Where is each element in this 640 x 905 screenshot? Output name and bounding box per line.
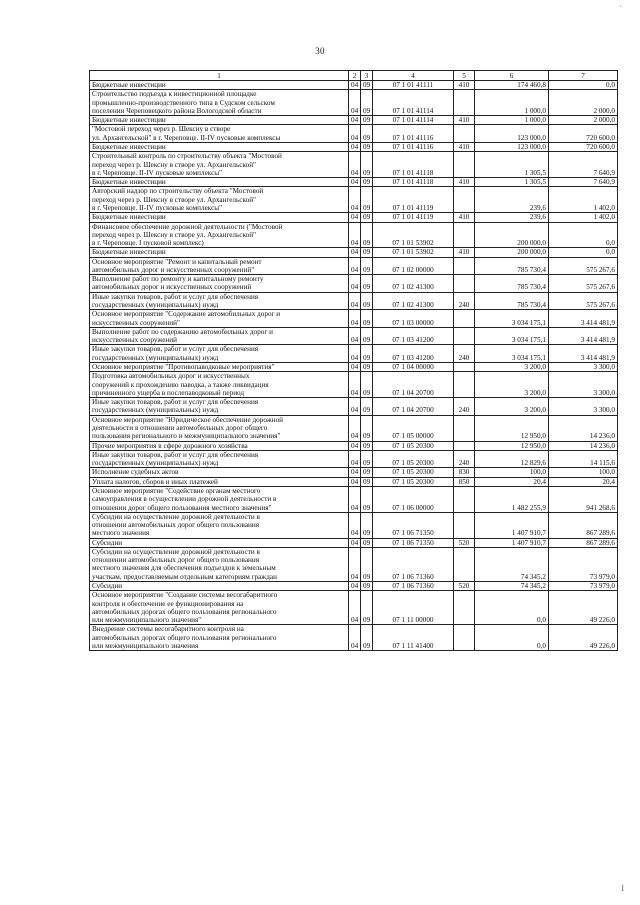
row-subsection: 09 xyxy=(361,372,373,398)
row-amount-year-2: 1 402,0 xyxy=(549,187,618,213)
table-row xyxy=(90,327,618,345)
row-section: 04 xyxy=(349,81,361,90)
row-amount-year-2: 3 414 481,9 xyxy=(549,345,618,363)
row-section: 04 xyxy=(349,213,361,222)
row-target-code: 07 1 04 00000 xyxy=(373,363,454,372)
row-expense-type xyxy=(454,275,475,293)
row-amount-year-2: 2 000,0 xyxy=(549,116,618,125)
row-amount-year-1: 20,4 xyxy=(475,477,549,486)
row-amount-year-2: 7 640,9 xyxy=(549,152,618,178)
row-expense-type xyxy=(454,327,475,345)
row-target-code: 07 1 06 71360 xyxy=(373,582,454,591)
row-amount-year-2: 0,0 xyxy=(549,81,618,90)
row-expense-type xyxy=(454,415,475,441)
row-subsection: 09 xyxy=(361,152,373,178)
table-row xyxy=(90,547,618,581)
row-name: Основное мероприятие "Содержание автомобильных дорог и искусственных сооружений" xyxy=(90,310,349,328)
row-expense-type xyxy=(454,187,475,213)
row-section: 04 xyxy=(349,187,361,213)
row-target-code: 07 1 06 00000 xyxy=(373,486,454,512)
row-amount-year-2: 73 979,0 xyxy=(549,582,618,591)
row-subsection: 09 xyxy=(361,345,373,363)
table-row xyxy=(90,363,618,372)
row-section: 04 xyxy=(349,178,361,187)
row-name: Основное мероприятие "Противопаводковые мероприятия" xyxy=(90,363,349,372)
row-amount-year-1: 100,0 xyxy=(475,468,549,477)
row-expense-type xyxy=(454,222,475,248)
row-amount-year-2: 867 289,6 xyxy=(549,538,618,547)
row-target-code: 07 1 02 41300 xyxy=(373,292,454,310)
row-amount-year-2: 575 267,6 xyxy=(549,275,618,293)
row-target-code: 07 1 02 00000 xyxy=(373,257,454,275)
row-target-code: 07 1 02 41300 xyxy=(373,275,454,293)
row-target-code: 07 1 11 41400 xyxy=(373,625,454,651)
row-amount-year-2: 3 300,0 xyxy=(549,363,618,372)
row-expense-type: 240 xyxy=(454,345,475,363)
row-section: 04 xyxy=(349,486,361,512)
row-amount-year-2: 941 268,6 xyxy=(549,486,618,512)
row-section: 04 xyxy=(349,292,361,310)
row-section: 04 xyxy=(349,512,361,538)
header-col-3: 3 xyxy=(361,71,373,81)
header-col-6: 6 xyxy=(475,71,549,81)
row-expense-type xyxy=(454,152,475,178)
row-amount-year-2: 0,0 xyxy=(549,248,618,257)
row-name: Бюджетные инвестиции xyxy=(90,116,349,125)
row-subsection: 09 xyxy=(361,275,373,293)
row-amount-year-1: 74 345,2 xyxy=(475,547,549,581)
header-col-7: 7 xyxy=(549,71,618,81)
header-col-4: 4 xyxy=(373,71,454,81)
row-target-code: 07 1 06 71360 xyxy=(373,547,454,581)
row-subsection: 09 xyxy=(361,582,373,591)
table-header-row xyxy=(90,71,618,81)
row-expense-type: 410 xyxy=(454,81,475,90)
table-row xyxy=(90,468,618,477)
table-row xyxy=(90,441,618,450)
row-name: Иные закупки товаров, работ и услуг для обеспечения государственных (муниципальных) нужд xyxy=(90,398,349,416)
row-target-code: 07 1 01 53902 xyxy=(373,222,454,248)
row-expense-type xyxy=(454,625,475,651)
row-amount-year-1: 123 000,0 xyxy=(475,125,549,143)
row-name: Бюджетные инвестиции xyxy=(90,248,349,257)
row-amount-year-1: 0,0 xyxy=(475,625,549,651)
row-expense-type: 410 xyxy=(454,248,475,257)
row-section: 04 xyxy=(349,477,361,486)
table-row xyxy=(90,248,618,257)
row-subsection: 09 xyxy=(361,547,373,581)
table-row xyxy=(90,415,618,441)
page-number: 30 xyxy=(315,46,325,56)
row-amount-year-2: 867 289,6 xyxy=(549,512,618,538)
row-amount-year-2: 20,4 xyxy=(549,477,618,486)
row-amount-year-2: 14 236,0 xyxy=(549,415,618,441)
row-amount-year-1: 200 000,0 xyxy=(475,248,549,257)
row-name: Выполнение работ по ремонту и капитальному ремонту автомобильных дорог и искусственных сооружений xyxy=(90,275,349,293)
table-row xyxy=(90,512,618,538)
row-section: 04 xyxy=(349,90,361,116)
table-row xyxy=(90,125,618,143)
table-row xyxy=(90,310,618,328)
budget-table xyxy=(89,70,618,651)
row-amount-year-2: 2 000,0 xyxy=(549,90,618,116)
row-target-code: 07 1 05 20300 xyxy=(373,477,454,486)
row-target-code: 07 1 04 20700 xyxy=(373,372,454,398)
row-target-code: 07 1 01 41119 xyxy=(373,213,454,222)
row-target-code: 07 1 01 41118 xyxy=(373,178,454,187)
row-subsection: 09 xyxy=(361,248,373,257)
row-amount-year-1: 239,6 xyxy=(475,187,549,213)
row-subsection: 09 xyxy=(361,327,373,345)
row-subsection: 09 xyxy=(361,187,373,213)
row-amount-year-1: 239,6 xyxy=(475,213,549,222)
table-row xyxy=(90,398,618,416)
row-name: Выполнение работ по содержанию автомобильных дорог и искусственных сооружений xyxy=(90,327,349,345)
table-row xyxy=(90,81,618,90)
row-expense-type: 410 xyxy=(454,178,475,187)
row-section: 04 xyxy=(349,125,361,143)
row-target-code: 07 1 01 41118 xyxy=(373,152,454,178)
row-subsection: 09 xyxy=(361,125,373,143)
row-expense-type xyxy=(454,257,475,275)
row-subsection: 09 xyxy=(361,81,373,90)
row-target-code: 07 1 11 00000 xyxy=(373,591,454,625)
row-section: 04 xyxy=(349,116,361,125)
row-subsection: 09 xyxy=(361,486,373,512)
row-name: Основное мероприятие "Содействие органам местного самоуправления в осуществлении дорожной деятельности в отношении дорог общего пользования местного значения" xyxy=(90,486,349,512)
row-expense-type xyxy=(454,591,475,625)
row-section: 04 xyxy=(349,398,361,416)
row-name: Исполнение судебных актов xyxy=(90,468,349,477)
row-name: Субсидии на осуществление дорожной деятельности в отношении автомобильных дорог общего пользования местного значения xyxy=(90,512,349,538)
row-section: 04 xyxy=(349,538,361,547)
edge-mark: I xyxy=(621,884,624,893)
row-amount-year-1: 1 407 910,7 xyxy=(475,538,549,547)
row-expense-type xyxy=(454,547,475,581)
row-amount-year-1: 12 829,6 xyxy=(475,450,549,468)
row-name: Бюджетные инвестиции xyxy=(90,213,349,222)
row-section: 04 xyxy=(349,248,361,257)
row-subsection: 09 xyxy=(361,213,373,222)
row-amount-year-1: 12 950,0 xyxy=(475,415,549,441)
row-name: Бюджетные инвестиции xyxy=(90,142,349,151)
row-section: 04 xyxy=(349,327,361,345)
row-subsection: 09 xyxy=(361,142,373,151)
row-amount-year-1: 1 482 255,9 xyxy=(475,486,549,512)
row-target-code: 07 1 03 41200 xyxy=(373,327,454,345)
row-target-code: 07 1 01 41116 xyxy=(373,125,454,143)
row-section: 04 xyxy=(349,142,361,151)
table-row xyxy=(90,345,618,363)
row-amount-year-2: 14 115,6 xyxy=(549,450,618,468)
row-section: 04 xyxy=(349,547,361,581)
row-target-code: 07 1 01 41111 xyxy=(373,81,454,90)
table-row xyxy=(90,142,618,151)
row-expense-type: 410 xyxy=(454,213,475,222)
header-col-2: 2 xyxy=(349,71,361,81)
row-amount-year-2: 575 267,6 xyxy=(549,257,618,275)
table-row xyxy=(90,116,618,125)
table-row xyxy=(90,625,618,651)
row-expense-type: 240 xyxy=(454,292,475,310)
row-subsection: 09 xyxy=(361,591,373,625)
row-subsection: 09 xyxy=(361,468,373,477)
row-subsection: 09 xyxy=(361,398,373,416)
row-amount-year-1: 174 460,8 xyxy=(475,81,549,90)
row-name: Строительный контроль по строительству объекта "Мостовой переход через р. Шексну в створе ул. Архангельской" в г. Череповце. II-IV пусковые комплексы" xyxy=(90,152,349,178)
row-expense-type xyxy=(454,372,475,398)
row-amount-year-2: 7 640,9 xyxy=(549,178,618,187)
row-target-code: 07 1 06 71350 xyxy=(373,512,454,538)
row-subsection: 09 xyxy=(361,222,373,248)
row-amount-year-2: 3 414 481,9 xyxy=(549,327,618,345)
table-row xyxy=(90,477,618,486)
row-section: 04 xyxy=(349,222,361,248)
row-subsection: 09 xyxy=(361,441,373,450)
row-subsection: 09 xyxy=(361,90,373,116)
row-target-code: 07 1 01 41116 xyxy=(373,142,454,151)
row-target-code: 07 1 01 41114 xyxy=(373,90,454,116)
row-amount-year-1: 1 000,0 xyxy=(475,90,549,116)
row-section: 04 xyxy=(349,625,361,651)
row-name: Бюджетные инвестиции xyxy=(90,178,349,187)
row-amount-year-1: 785 730,4 xyxy=(475,257,549,275)
row-amount-year-1: 785 730,4 xyxy=(475,275,549,293)
row-section: 04 xyxy=(349,257,361,275)
header-col-5: 5 xyxy=(454,71,475,81)
row-expense-type xyxy=(454,486,475,512)
row-name: Субсидии xyxy=(90,538,349,547)
row-expense-type: 240 xyxy=(454,398,475,416)
table-row xyxy=(90,90,618,116)
row-amount-year-1: 3 034 175,1 xyxy=(475,345,549,363)
row-section: 04 xyxy=(349,372,361,398)
row-expense-type xyxy=(454,441,475,450)
row-amount-year-2: 49 226,0 xyxy=(549,591,618,625)
row-amount-year-1: 74 345,2 xyxy=(475,582,549,591)
row-subsection: 09 xyxy=(361,310,373,328)
row-expense-type: 830 xyxy=(454,468,475,477)
row-amount-year-1: 3 200,0 xyxy=(475,363,549,372)
table-row xyxy=(90,257,618,275)
row-amount-year-2: 575 267,6 xyxy=(549,292,618,310)
row-amount-year-1: 3 034 175,1 xyxy=(475,327,549,345)
row-amount-year-2: 720 600,0 xyxy=(549,142,618,151)
table-row xyxy=(90,372,618,398)
row-expense-type: 410 xyxy=(454,142,475,151)
row-amount-year-2: 3 300,0 xyxy=(549,398,618,416)
row-name: Строительство подъезда к инвестиционной площадке промышленно-производственного типа в Судском сельском поселении Череповецкого района Вологодской области xyxy=(90,90,349,116)
table-row xyxy=(90,213,618,222)
row-amount-year-1: 0,0 xyxy=(475,591,549,625)
row-amount-year-2: 720 600,0 xyxy=(549,125,618,143)
row-name: Подготовка автомобильных дорог и искусственных сооружений к прохождению паводка, а также ликвидация причиненного ущерба в послепаводковый период xyxy=(90,372,349,398)
row-name: Прочие мероприятия в сфере дорожного хозяйства xyxy=(90,441,349,450)
row-subsection: 09 xyxy=(361,292,373,310)
row-name: "Мостовой переход через р. Шексну в створе ул. Архангельской" в г. Череповце. II-IV пусковые комплексы xyxy=(90,125,349,143)
table-row xyxy=(90,222,618,248)
row-expense-type: 240 xyxy=(454,450,475,468)
table-row xyxy=(90,187,618,213)
row-expense-type xyxy=(454,125,475,143)
row-subsection: 09 xyxy=(361,363,373,372)
row-subsection: 09 xyxy=(361,477,373,486)
table-row xyxy=(90,591,618,625)
row-expense-type: 410 xyxy=(454,116,475,125)
row-target-code: 07 1 01 41114 xyxy=(373,116,454,125)
row-name: Основное мероприятие "Юридическое обеспечение дорожной деятельности в отношении автомобильных дорог общего пользования регионального и межмуниципального значения" xyxy=(90,415,349,441)
row-amount-year-1: 1 407 910,7 xyxy=(475,512,549,538)
row-amount-year-1: 785 730,4 xyxy=(475,292,549,310)
row-section: 04 xyxy=(349,310,361,328)
table-row xyxy=(90,538,618,547)
row-amount-year-1: 1 305,5 xyxy=(475,178,549,187)
row-target-code: 07 1 05 20300 xyxy=(373,450,454,468)
row-target-code: 07 1 01 53902 xyxy=(373,248,454,257)
row-name: Внедрение системы весогабаритного контроля на автомобильных дорогах общего пользования регионального или межмуниципального значения xyxy=(90,625,349,651)
row-section: 04 xyxy=(349,441,361,450)
row-expense-type: 520 xyxy=(454,538,475,547)
row-amount-year-2: 3 300,0 xyxy=(549,372,618,398)
row-amount-year-1: 12 950,0 xyxy=(475,441,549,450)
row-amount-year-2: 100,0 xyxy=(549,468,618,477)
table-row xyxy=(90,275,618,293)
row-target-code: 07 1 01 41119 xyxy=(373,187,454,213)
row-amount-year-2: 3 414 481,9 xyxy=(549,310,618,328)
row-subsection: 09 xyxy=(361,512,373,538)
table-row xyxy=(90,582,618,591)
row-target-code: 07 1 05 00000 xyxy=(373,415,454,441)
row-name: Иные закупки товаров, работ и услуг для обеспечения государственных (муниципальных) нужд xyxy=(90,345,349,363)
table-body xyxy=(90,81,618,651)
row-expense-type xyxy=(454,363,475,372)
row-section: 04 xyxy=(349,450,361,468)
row-target-code: 07 1 05 20300 xyxy=(373,441,454,450)
row-expense-type xyxy=(454,512,475,538)
row-subsection: 09 xyxy=(361,415,373,441)
row-amount-year-1: 3 034 175,1 xyxy=(475,310,549,328)
row-name: Финансовое обеспечение дорожной деятельности ("Мостовой переход через р. Шексну в створе ул. Архангельской" в г. Череповце. I пусковой комплекс) xyxy=(90,222,349,248)
row-section: 04 xyxy=(349,415,361,441)
header-col-1: 1 xyxy=(90,71,349,81)
row-subsection: 09 xyxy=(361,116,373,125)
row-amount-year-1: 3 200,0 xyxy=(475,398,549,416)
row-target-code: 07 1 03 00000 xyxy=(373,310,454,328)
row-section: 04 xyxy=(349,275,361,293)
row-amount-year-1: 123 000,0 xyxy=(475,142,549,151)
row-subsection: 09 xyxy=(361,625,373,651)
row-amount-year-1: 3 200,0 xyxy=(475,372,549,398)
table-row xyxy=(90,486,618,512)
row-expense-type: 520 xyxy=(454,582,475,591)
row-subsection: 09 xyxy=(361,257,373,275)
row-name: Иные закупки товаров, работ и услуг для обеспечения государственных (муниципальных) нужд xyxy=(90,450,349,468)
row-name: Субсидии на осуществление дорожной деятельности в отношении автомобильных дорог общего пользования местного значения для обеспечения подъездов к земельным участкам, предоставляемым отдельным категориям граждан xyxy=(90,547,349,581)
row-target-code: 07 1 04 20700 xyxy=(373,398,454,416)
row-section: 04 xyxy=(349,591,361,625)
row-section: 04 xyxy=(349,582,361,591)
row-expense-type: 850 xyxy=(454,477,475,486)
row-section: 04 xyxy=(349,468,361,477)
row-name: Иные закупки товаров, работ и услуг для обеспечения государственных (муниципальных) нужд xyxy=(90,292,349,310)
row-section: 04 xyxy=(349,152,361,178)
row-target-code: 07 1 03 41200 xyxy=(373,345,454,363)
row-target-code: 07 1 06 71350 xyxy=(373,538,454,547)
row-expense-type xyxy=(454,310,475,328)
row-expense-type xyxy=(454,90,475,116)
row-name: Бюджетные инвестиции xyxy=(90,81,349,90)
row-amount-year-2: 73 979,0 xyxy=(549,547,618,581)
table-row xyxy=(90,152,618,178)
row-amount-year-2: 14 236,0 xyxy=(549,441,618,450)
row-section: 04 xyxy=(349,345,361,363)
row-name: Основное мероприятие "Ремонт и капитальный ремонт автомобильных дорог и искусственных сооружений" xyxy=(90,257,349,275)
corner-mark: · xyxy=(619,2,622,11)
row-name: Уплата налогов, сборов и иных платежей xyxy=(90,477,349,486)
row-amount-year-1: 1 000,0 xyxy=(475,116,549,125)
row-subsection: 09 xyxy=(361,450,373,468)
table-row xyxy=(90,450,618,468)
row-target-code: 07 1 05 20300 xyxy=(373,468,454,477)
row-amount-year-2: 49 226,0 xyxy=(549,625,618,651)
row-amount-year-1: 1 305,5 xyxy=(475,152,549,178)
row-subsection: 09 xyxy=(361,178,373,187)
row-name: Основное мероприятие "Создание системы весогабаритного контроля и обеспечение ее функционирования на автомобильных дорогах общего пользования регионального или межмуниципального значения" xyxy=(90,591,349,625)
row-name: Авторский надзор по строительству объекта "Мостовой переход через р. Шексну в створе ул. Архангельской" в г. Череповце. II-IV пусковые комплексы" xyxy=(90,187,349,213)
row-amount-year-1: 200 000,0 xyxy=(475,222,549,248)
row-amount-year-2: 0,0 xyxy=(549,222,618,248)
row-section: 04 xyxy=(349,363,361,372)
table-row xyxy=(90,178,618,187)
row-subsection: 09 xyxy=(361,538,373,547)
table-row xyxy=(90,292,618,310)
row-amount-year-2: 1 402,0 xyxy=(549,213,618,222)
row-name: Субсидии xyxy=(90,582,349,591)
